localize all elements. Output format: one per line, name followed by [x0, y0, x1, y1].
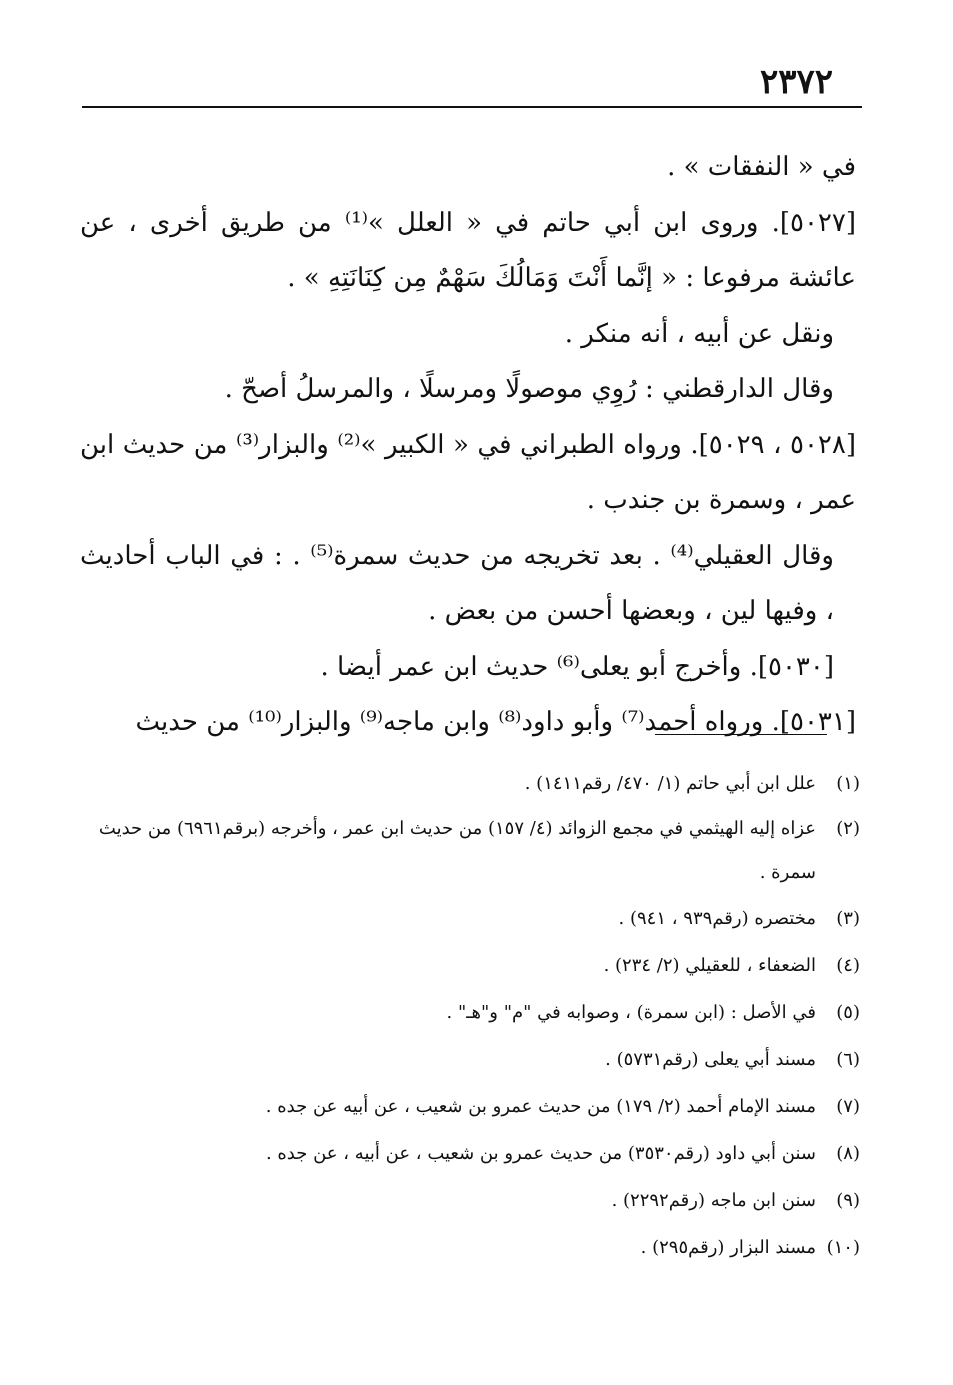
footnote-number: (٧) [836, 1096, 860, 1117]
footnote-item [80, 942, 860, 989]
footnote-number: (٢) [836, 818, 860, 839]
paragraph-6: وقال العقيلي⁽⁴⁾ . بعد تخريجه من حديث سمرة⁽⁵⁾ . : في الباب أحاديث ، وفيها لين ، وبعضها أحسن من بعض . [80, 540, 834, 626]
footnote-item [80, 1130, 860, 1177]
footnote-text: في الأصل : (ابن سمرة) ، وصوابه في "م" و"هـ" . [446, 1002, 816, 1023]
footnote-item [80, 807, 860, 895]
footnote-number: (٣) [836, 908, 860, 929]
footnote-text: مختصره (رقم٩٣٩ ، ٩٤١) . [618, 908, 816, 929]
footnote-item [80, 1036, 860, 1083]
footnote-item [80, 895, 860, 942]
footnote-text: عزاه إليه الهيثمي في مجمع الزوائد (٤/ ١٥٧) من حديث ابن عمر ، وأخرجه (برقم٦٩٦١) من حديث سمرة . [98, 818, 816, 883]
footnote-number: (٩) [836, 1190, 860, 1211]
paragraph-1: في « النفقات » . [667, 152, 856, 182]
paragraph-5: [٥٠٢٨ ، ٥٠٢٩]. ورواه الطبراني في « الكبير »⁽²⁾ والبزار⁽³⁾ من حديث ابن عمر ، وسمرة بن جندب . [80, 429, 856, 515]
footnote-item [80, 760, 860, 807]
footnotes [80, 760, 860, 1271]
footnote-item [80, 1177, 860, 1224]
footnote-text: سنن أبي داود (رقم٣٥٣٠) من حديث عمرو بن شعيب ، عن أبيه ، عن جده . [265, 1143, 816, 1164]
header-rule [82, 106, 862, 108]
footnote-text: مسند أبي يعلى (رقم٥٧٣١) . [605, 1049, 816, 1070]
paragraph-2: [٥٠٢٧]. وروى ابن أبي حاتم في « العلل »⁽¹⁾ من طريق أخرى ، عن عائشة مرفوعا : « إنَّما أَنْتَ وَمَالُكَ سَهْمٌ مِن كِنَانَتِهِ » . [80, 207, 856, 293]
paragraph-3: ونقل عن أبيه ، أنه منكر . [564, 318, 834, 349]
footnote-number: (٨) [836, 1143, 860, 1164]
footnote-number: (٤) [836, 955, 860, 976]
footnote-text: الضعفاء ، للعقيلي (٢/ ٢٣٤) . [603, 955, 816, 976]
paragraph-4: وقال الدارقطني : رُوِي موصولًا ومرسلًا ، والمرسلُ أصحّ . [224, 374, 834, 404]
main-text [80, 140, 856, 751]
footnote-item [80, 1083, 860, 1130]
footnote-text: علل ابن أبي حاتم (١/ ٤٧٠/ رقم١٤١١) . [524, 773, 816, 794]
footnote-item [80, 989, 860, 1036]
paragraph-7: [٥٠٣٠]. وأخرج أبو يعلى⁽⁶⁾ حديث ابن عمر أيضا . [320, 651, 834, 682]
footnote-number: (١٠) [826, 1237, 860, 1258]
footnote-number: (٥) [836, 1002, 860, 1023]
paragraph-8: [٥٠٣١]. ورواه أحمد⁽⁷⁾ وأبو داود⁽⁸⁾ وابن ماجه⁽⁹⁾ والبزار⁽¹⁰⁾ من حديث [135, 707, 856, 737]
footnote-text: مسند الإمام أحمد (٢/ ١٧٩) من حديث عمرو بن شعيب ، عن أبيه عن جده . [265, 1096, 816, 1117]
footnote-number: (٦) [836, 1049, 860, 1070]
footnote-separator [655, 734, 827, 735]
footnote-text: سنن ابن ماجه (رقم٢٢٩٢) . [611, 1190, 816, 1211]
footnote-text: مسند البزار (رقم٢٩٥) . [640, 1237, 816, 1258]
footnote-number: (١) [836, 773, 860, 794]
page-number: ٢٣٧٢ [759, 62, 833, 102]
footnote-item [80, 1224, 860, 1271]
